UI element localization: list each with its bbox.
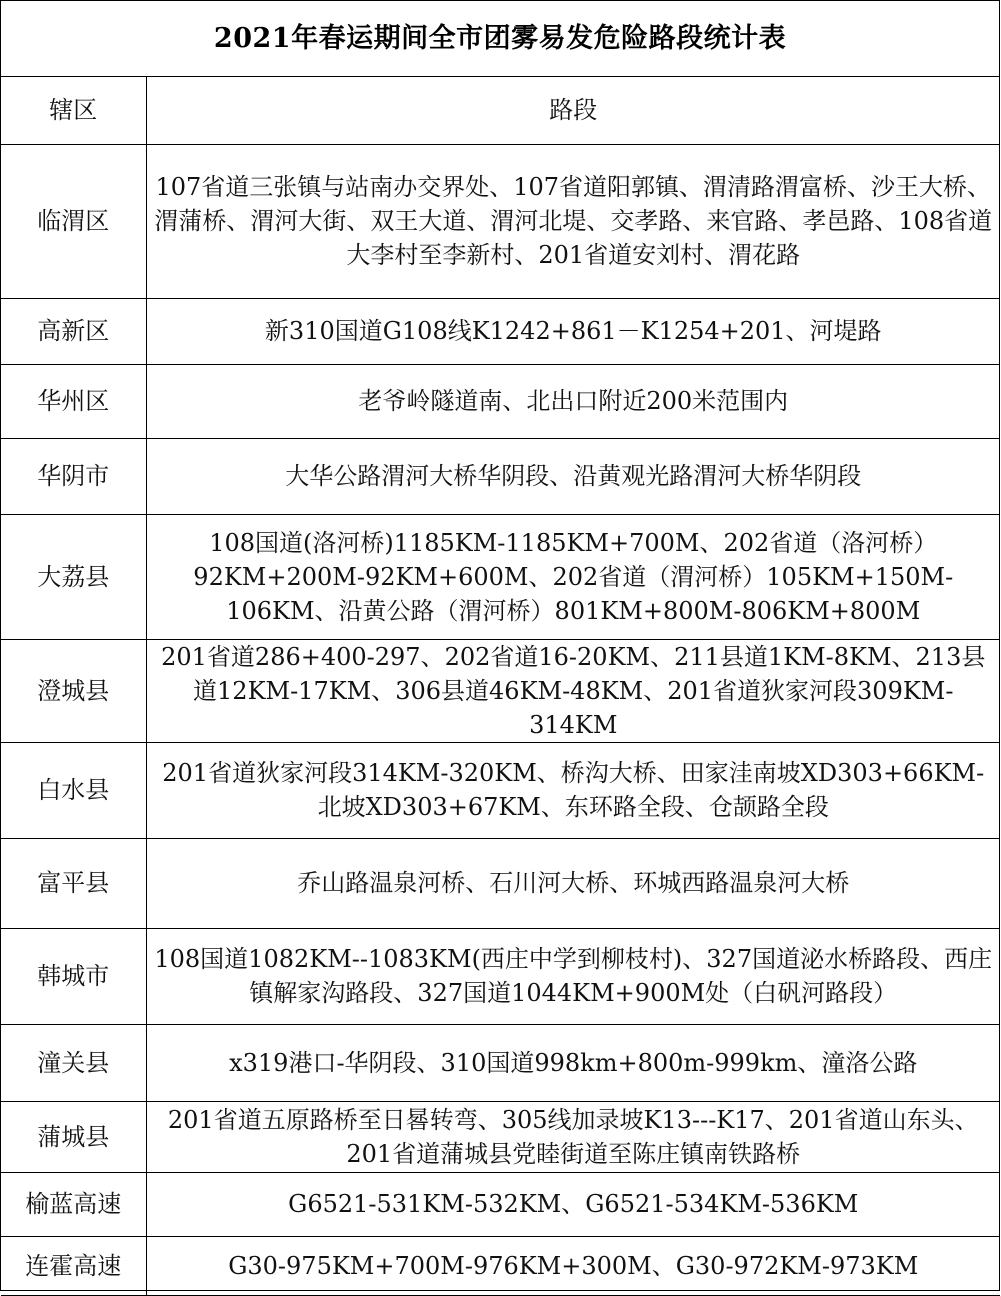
district-cell: 榆蓝高速 bbox=[1, 1172, 146, 1236]
table-row bbox=[1, 742, 1000, 838]
district-cell: 澄城县 bbox=[1, 639, 146, 742]
district-cell: 白水县 bbox=[1, 742, 146, 838]
table-row bbox=[1, 1172, 1000, 1236]
district-cell: 临渭区 bbox=[1, 144, 146, 298]
road-cell: G6521-531KM-532KM、G6521-534KM-536KM bbox=[146, 1172, 1000, 1236]
table-row bbox=[1, 514, 1000, 639]
road-table bbox=[1, 77, 1000, 1296]
district-cell: 大荔县 bbox=[1, 514, 146, 639]
district-cell: 富平县 bbox=[1, 838, 146, 928]
header-row bbox=[1, 77, 1000, 144]
table-row bbox=[1, 928, 1000, 1024]
table-row bbox=[1, 144, 1000, 298]
road-cell: 老爷岭隧道南、北出口附近200米范围内 bbox=[146, 364, 1000, 438]
table-title: 2021年春运期间全市团雾易发危险路段统计表 bbox=[1, 1, 999, 77]
road-cell: 大华公路渭河大桥华阴段、沿黄观光路渭河大桥华阴段 bbox=[146, 438, 1000, 514]
district-cell: 潼关县 bbox=[1, 1024, 146, 1101]
table-row bbox=[1, 1101, 1000, 1172]
road-cell: 201省道狄家河段314KM-320KM、桥沟大桥、田家洼南坡XD303+66KM-北坡XD303+67KM、东环路全段、仓颉路全段 bbox=[146, 742, 1000, 838]
table-row bbox=[1, 639, 1000, 742]
district-cell: 华州区 bbox=[1, 364, 146, 438]
district-cell: 蒲城县 bbox=[1, 1101, 146, 1172]
district-cell: 韩城市 bbox=[1, 928, 146, 1024]
road-cell: 201省道五原路桥至日晷转弯、305线加录坡K13---K17、201省道山东头、201省道蒲城县党睦街道至陈庄镇南铁路桥 bbox=[146, 1101, 1000, 1172]
table-row bbox=[1, 364, 1000, 438]
header-district: 辖区 bbox=[1, 77, 146, 144]
table-row bbox=[1, 438, 1000, 514]
road-cell: 107省道三张镇与站南办交界处、107省道阳郭镇、渭清路渭富桥、沙王大桥、渭蒲桥、渭河大街、双王大道、渭河北堤、交孝路、来官路、孝邑路、108省道大李村至李新村、201省道安刘村、渭花路 bbox=[146, 144, 1000, 298]
road-cell: 108国道(洛河桥)1185KM-1185KM+700M、202省道（洛河桥）92KM+200M-92KM+600M、202省道（渭河桥）105KM+150M-106KM、沿黄公路（渭河桥）801KM+800M-806KM+800M bbox=[146, 514, 1000, 639]
table-row bbox=[1, 1024, 1000, 1101]
road-cell: 108国道1082KM--1083KM(西庄中学到柳枝村)、327国道泌水桥路段、西庄镇解家沟路段、327国道1044KM+900M处（白矾河路段） bbox=[146, 928, 1000, 1024]
road-cell: G30-975KM+700M-976KM+300M、G30-972KM-973KM bbox=[146, 1236, 1000, 1295]
district-cell: 高新区 bbox=[1, 298, 146, 364]
header-road: 路段 bbox=[146, 77, 1000, 144]
road-cell: 新310国道G108线K1242+861－K1254+201、河堤路 bbox=[146, 298, 1000, 364]
table-row bbox=[1, 298, 1000, 364]
road-cell: x319港口-华阴段、310国道998km+800m-999km、潼洛公路 bbox=[146, 1024, 1000, 1101]
table-row bbox=[1, 838, 1000, 928]
district-cell: 华阴市 bbox=[1, 438, 146, 514]
road-cell: 乔山路温泉河桥、石川河大桥、环城西路温泉河大桥 bbox=[146, 838, 1000, 928]
table-row bbox=[1, 1236, 1000, 1295]
road-cell: 201省道286+400-297、202省道16-20KM、211县道1KM-8KM、213县道12KM-17KM、306县道46KM-48KM、201省道狄家河段309KM-314KM bbox=[146, 639, 1000, 742]
district-cell: 连霍高速 bbox=[1, 1236, 146, 1295]
